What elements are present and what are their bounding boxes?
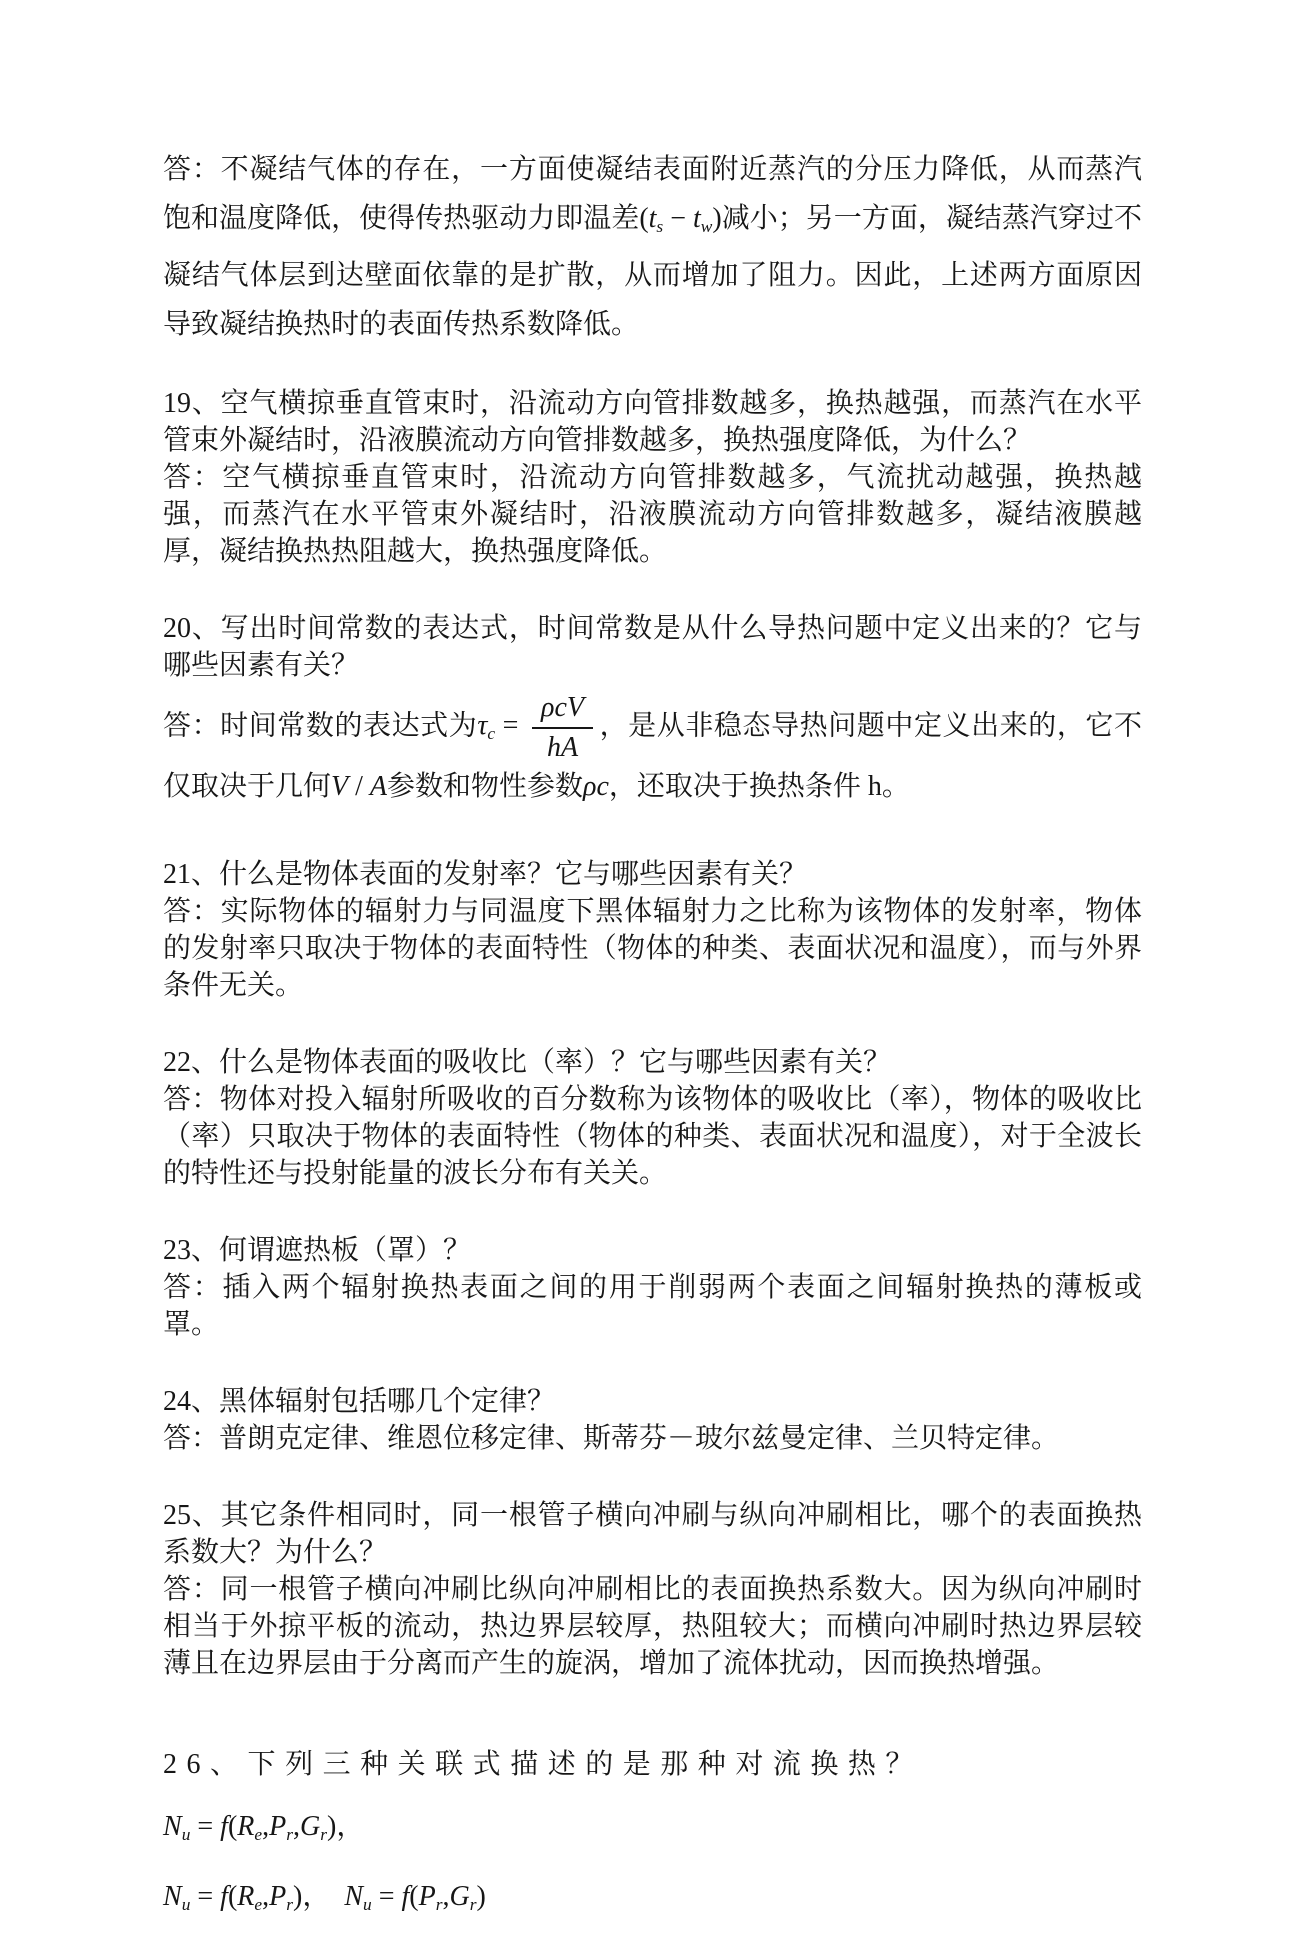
text-run: 答：不凝结气体的存在，一方面使凝结表面附近蒸汽的分压力降低，从而蒸汽饱和温度降低，使得传热驱动力即温差: [163, 154, 1142, 234]
text-run: 答：插入两个辐射换热表面之间的用于削弱两个表面之间辐射换热的薄板或罩。: [163, 1272, 1142, 1341]
text-run: ，: [302, 1881, 345, 1913]
fraction: $\frac{\text{ρcV}}{hA}$: [532, 692, 593, 764]
question-23: [163, 1232, 1142, 1269]
question-20: [163, 610, 1142, 684]
question-24: [163, 1383, 1142, 1420]
question-26: [163, 1734, 1142, 1936]
inline-formula: Nu = f(Pr,Gr): [344, 1881, 486, 1914]
text-run: 答：同一根管子横向冲刷比纵向冲刷相比的表面换热系数大。因为纵向冲刷时相当于外掠平板的流动，热边界层较厚，热阻较大；而横向冲刷时热边界层较薄且在边界层由于分离而产生的旋涡，增加了流体扰动，因而换热增强。: [163, 1574, 1142, 1680]
text-run: 答：空气横掠垂直管束时，沿流动方向管排数越多，气流扰动越强，换热越强，而蒸汽在水平管束外凝结时，沿液膜流动方向管排数越多，凝结液膜越厚，凝结换热热阻越大，换热强度降低。: [163, 461, 1142, 567]
answer-18-paragraph: [163, 145, 1142, 349]
text-run: 答：物体对投入辐射所吸收的百分数称为该物体的吸收比（率），物体的吸收比（率）只取决于物体的表面特性（物体的种类、表面状况和温度），对于全波长的特性还与投射能量的波长分布有关关。: [163, 1084, 1142, 1190]
answer-22: [163, 1081, 1142, 1192]
text-run: 20、写出时间常数的表达式，时间常数是从什么导热问题中定义出来的？它与哪些因素有关？: [163, 612, 1142, 681]
text-run: 减小；另一方面，凝结蒸汽穿过不凝结气体层到达壁面依靠的是扩散，从而增加了阻力。因此，上述两方面原因导致凝结换热时的表面传热系数降低。: [163, 203, 1142, 340]
text-run: 答：时间常数的表达式为: [163, 710, 478, 742]
text-run: ，是从非稳态导热问题中定义出来的，它不仅取决于几何: [163, 710, 1142, 803]
answer-20: [163, 692, 1142, 810]
text-run: 参数和物性参数: [387, 771, 584, 803]
answer-24: [163, 1420, 1142, 1457]
text-run: [923, 1749, 951, 1780]
inline-formula: Nu = f(Re,Pr): [163, 1881, 303, 1914]
inline-formula: (ts − tw): [639, 203, 722, 236]
inline-formula: τc = $\frac{\text{ρcV}}{hA}$: [477, 710, 599, 741]
answer-19: [163, 459, 1142, 570]
text-run: 19、空气横掠垂直管束时，沿流动方向管排数越多，换热越强，而蒸汽在水平管束外凝结时，沿液膜流动方向管排数越多，换热强度降低，为什么？: [163, 387, 1142, 456]
answer-25: [163, 1571, 1142, 1682]
inline-formula: ρc: [583, 771, 609, 803]
text-run: ，: [336, 1811, 365, 1843]
inline-formula: Nu = f(Re,Pr,Gr): [163, 1811, 337, 1845]
text-run: 21、什么是物体表面的发射率？它与哪些因素有关？: [163, 859, 808, 891]
document-content: [163, 145, 1142, 1936]
text-run: 25、其它条件相同时，同一根管子横向冲刷与纵向冲刷相比，哪个的表面换热系数大？为什么？: [163, 1500, 1142, 1569]
text-run: 答：实际物体的辐射力与同温度下黑体辐射力之比称为该物体的发射率，物体的发射率只取决于物体的表面特性（物体的种类、表面状况和温度），而与外界条件无关。: [163, 896, 1142, 1002]
inline-formula: V / A: [331, 771, 388, 803]
text-run: 答：普朗克定律、维恩位移定律、斯蒂芬－玻尔兹曼定律、兰贝特定律。: [163, 1423, 1060, 1455]
text-run: 24、黑体辐射包括哪几个定律？: [163, 1386, 556, 1418]
text-run: 22、什么是物体表面的吸收比（率）？它与哪些因素有关？: [163, 1047, 892, 1079]
question-22: [163, 1044, 1142, 1081]
text-run: 23、何谓遮热板（罩）？: [163, 1235, 472, 1267]
answer-23: [163, 1269, 1142, 1343]
question-19: [163, 385, 1142, 459]
text-run: 26、下列三种关联式描述的是那种对流换热？: [163, 1749, 923, 1781]
question-21: [163, 856, 1142, 893]
answer-21: [163, 893, 1142, 1004]
question-25: [163, 1497, 1142, 1571]
text-run: ，还取决于换热条件 h。: [608, 771, 910, 803]
